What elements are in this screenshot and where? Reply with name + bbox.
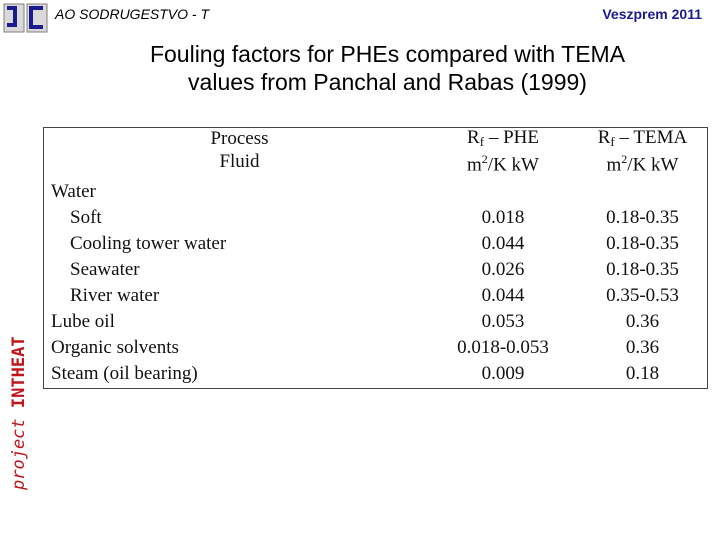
phe-value: 0.026 [481,259,525,281]
fluid-cell: Organic solvents [51,337,179,359]
table-row [44,361,707,387]
tema-value: 0.35-0.53 [606,285,679,307]
tema-value: 0.18-0.35 [606,259,679,281]
header-row [44,128,707,149]
fluid-cell: Steam (oil bearing) [51,363,198,385]
phe-value: 0.009 [481,363,525,385]
tema-value: 0.18-0.35 [606,207,679,229]
table-row [44,205,707,231]
header-rf-phe: $R_f$ – PHE [467,127,539,149]
fluid-cell: Cooling tower water [70,233,227,255]
fluid-cell: Water [51,181,96,203]
title-line-2: values from Panchal and Rabas (1999) [188,69,587,95]
table-row [44,335,707,361]
phe-value: 0.053 [481,311,525,333]
event-name: Veszprem 2011 [602,6,702,22]
sidebar-prefix: project [9,418,29,490]
phe-value: 0.044 [481,233,525,255]
tema-value: 0.36 [625,311,660,333]
slide-title [55,40,720,96]
table-row [44,283,707,309]
organization-name: AO SODRUGESTVO - T [55,6,210,22]
tema-value: 0.18 [625,363,660,385]
fluid-cell: River water [70,285,160,307]
project-sidebar-label [4,250,34,490]
fluid-cell: Seawater [70,259,140,281]
header-process: Process [210,127,269,149]
table-row [44,309,707,335]
phe-value: 0.018-0.053 [457,337,549,359]
header-phe-unit: $m^2/K$ kW [467,152,539,176]
header-rf-tema: $R_f$ – TEMA [597,127,688,149]
logo-icon [3,3,49,33]
tema-value [578,179,707,205]
title-line-1: Fouling factors for PHEs compared with TEMA [149,41,626,67]
phe-value: 0.018 [481,207,525,229]
fluid-cell: Soft [70,207,102,229]
fluid-cell: Lube oil [51,311,115,333]
table-row [44,257,707,283]
table-row [44,231,707,257]
header-tema-unit: $m^2/K$ kW [606,152,679,176]
tema-value: 0.36 [625,337,660,359]
tema-value: 0.18-0.35 [606,233,679,255]
phe-value [428,179,578,205]
fouling-factors-table [43,127,708,389]
table-row [44,179,707,205]
header-row-units [44,149,707,179]
header-fluid: Fluid [219,151,260,173]
sidebar-project-name: INTHEAT [9,336,29,409]
phe-value: 0.044 [481,285,525,307]
